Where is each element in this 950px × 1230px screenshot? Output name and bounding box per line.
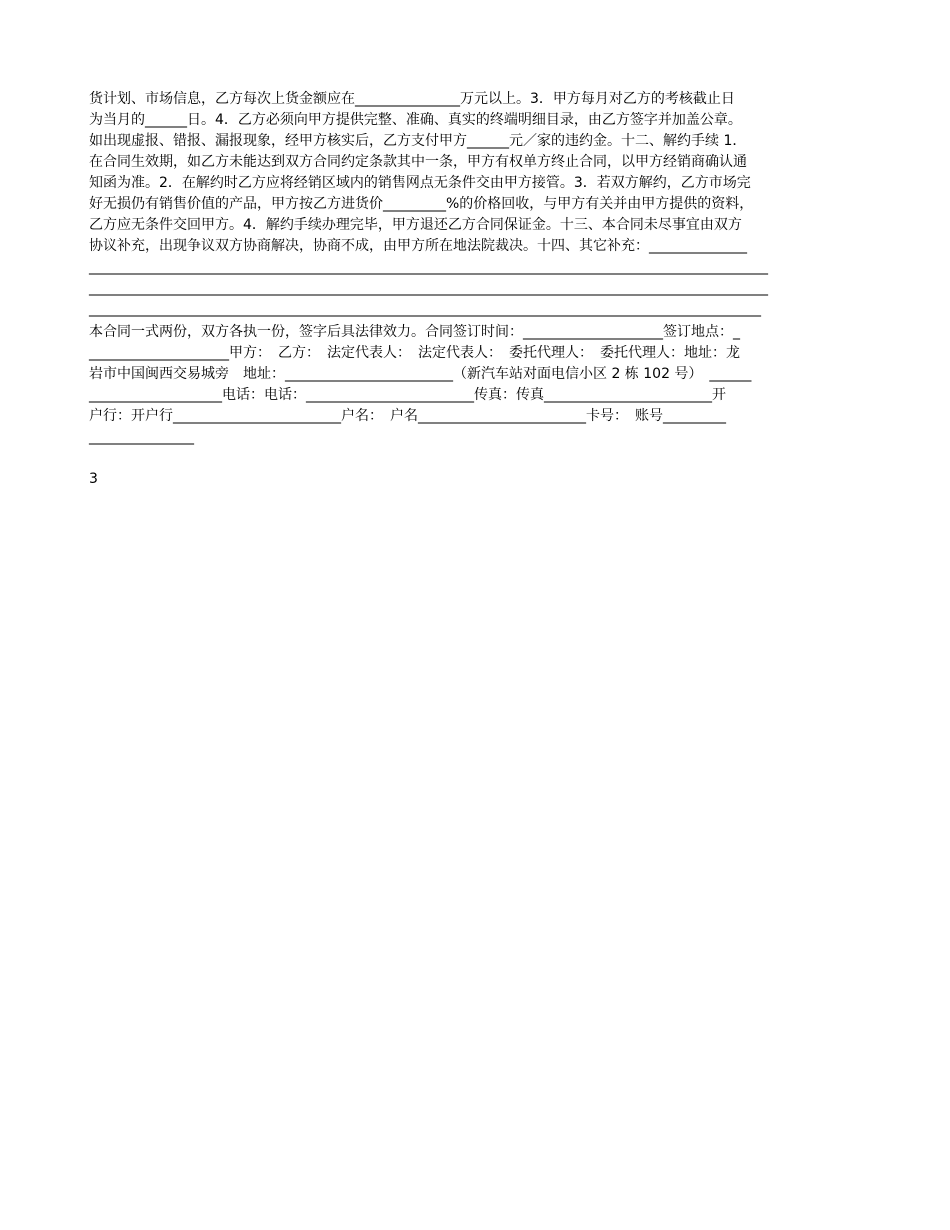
text-line: 在合同生效期，如乙方未能达到双方合同约定条款其中一条，甲方有权单方终止合同，以甲方经销商确认通 — [89, 154, 747, 170]
text-line: 户行：开户行________________________户名： 户名________________________卡号： 账号_________ — [89, 408, 726, 424]
text-line: 好无损仍有销售价值的产品，甲方按乙方进货价_________%的价格回收，与甲方有关并由甲方提供的资料， — [89, 196, 754, 212]
text-line: 如出现虚报、错报、漏报现象，经甲方核实后，乙方支付甲方______元／家的违约金。十二、解约手续 1． — [89, 133, 747, 149]
contract-text-block-2 — [89, 322, 861, 448]
text-line: 为当月的______日。4．乙方必须向甲方提供完整、准确、真实的终端明细目录，由乙方签字并加盖公章。 — [89, 112, 742, 128]
text-line: 货计划、市场信息，乙方每次上货金额应在_______________万元以上。3．甲方每月对乙方的考核截止日 — [89, 91, 735, 107]
text-line: ___________________电话：电话：________________________传真：传真________________________开 — [89, 387, 726, 403]
text-line: 协议补充，出现争议双方协商解决，协商不成，由甲方所在地法院裁决。十四、其它补充：______________ — [89, 238, 747, 254]
contract-text-block-1 — [89, 89, 861, 320]
text-line: 本合同一式两份，双方各执一份，签字后具法律效力。合同签订时间：____________________签订地点：_ — [89, 324, 740, 340]
blank-fill-line: ________________________________________________________________________________________________ — [89, 301, 761, 317]
blank-fill-line: _________________________________________________________________________________________________ — [89, 280, 768, 296]
text-line: 乙方应无条件交回甲方。4．解约手续办理完毕，甲方退还乙方合同保证金。十三、本合同未尽事宜由双方 — [89, 217, 742, 233]
text-line: ____________________甲方： 乙方： 法定代表人： 法定代表人： 委托代理人： 委托代理人：地址：龙 — [89, 345, 740, 361]
text-line: 岩市中国闽西交易城旁 地址：________________________（新汽车站对面电信小区 2 栋 102 号） ______ — [89, 366, 752, 382]
blank-fill-line: _________________________________________________________________________________________________ — [89, 259, 768, 275]
text-line: _______________ — [89, 429, 194, 445]
page-number: 3 — [89, 471, 98, 487]
text-line: 知函为准。2．在解约时乙方应将经销区域内的销售网点无条件交由甲方接管。3．若双方解约，乙方市场完 — [89, 175, 751, 191]
